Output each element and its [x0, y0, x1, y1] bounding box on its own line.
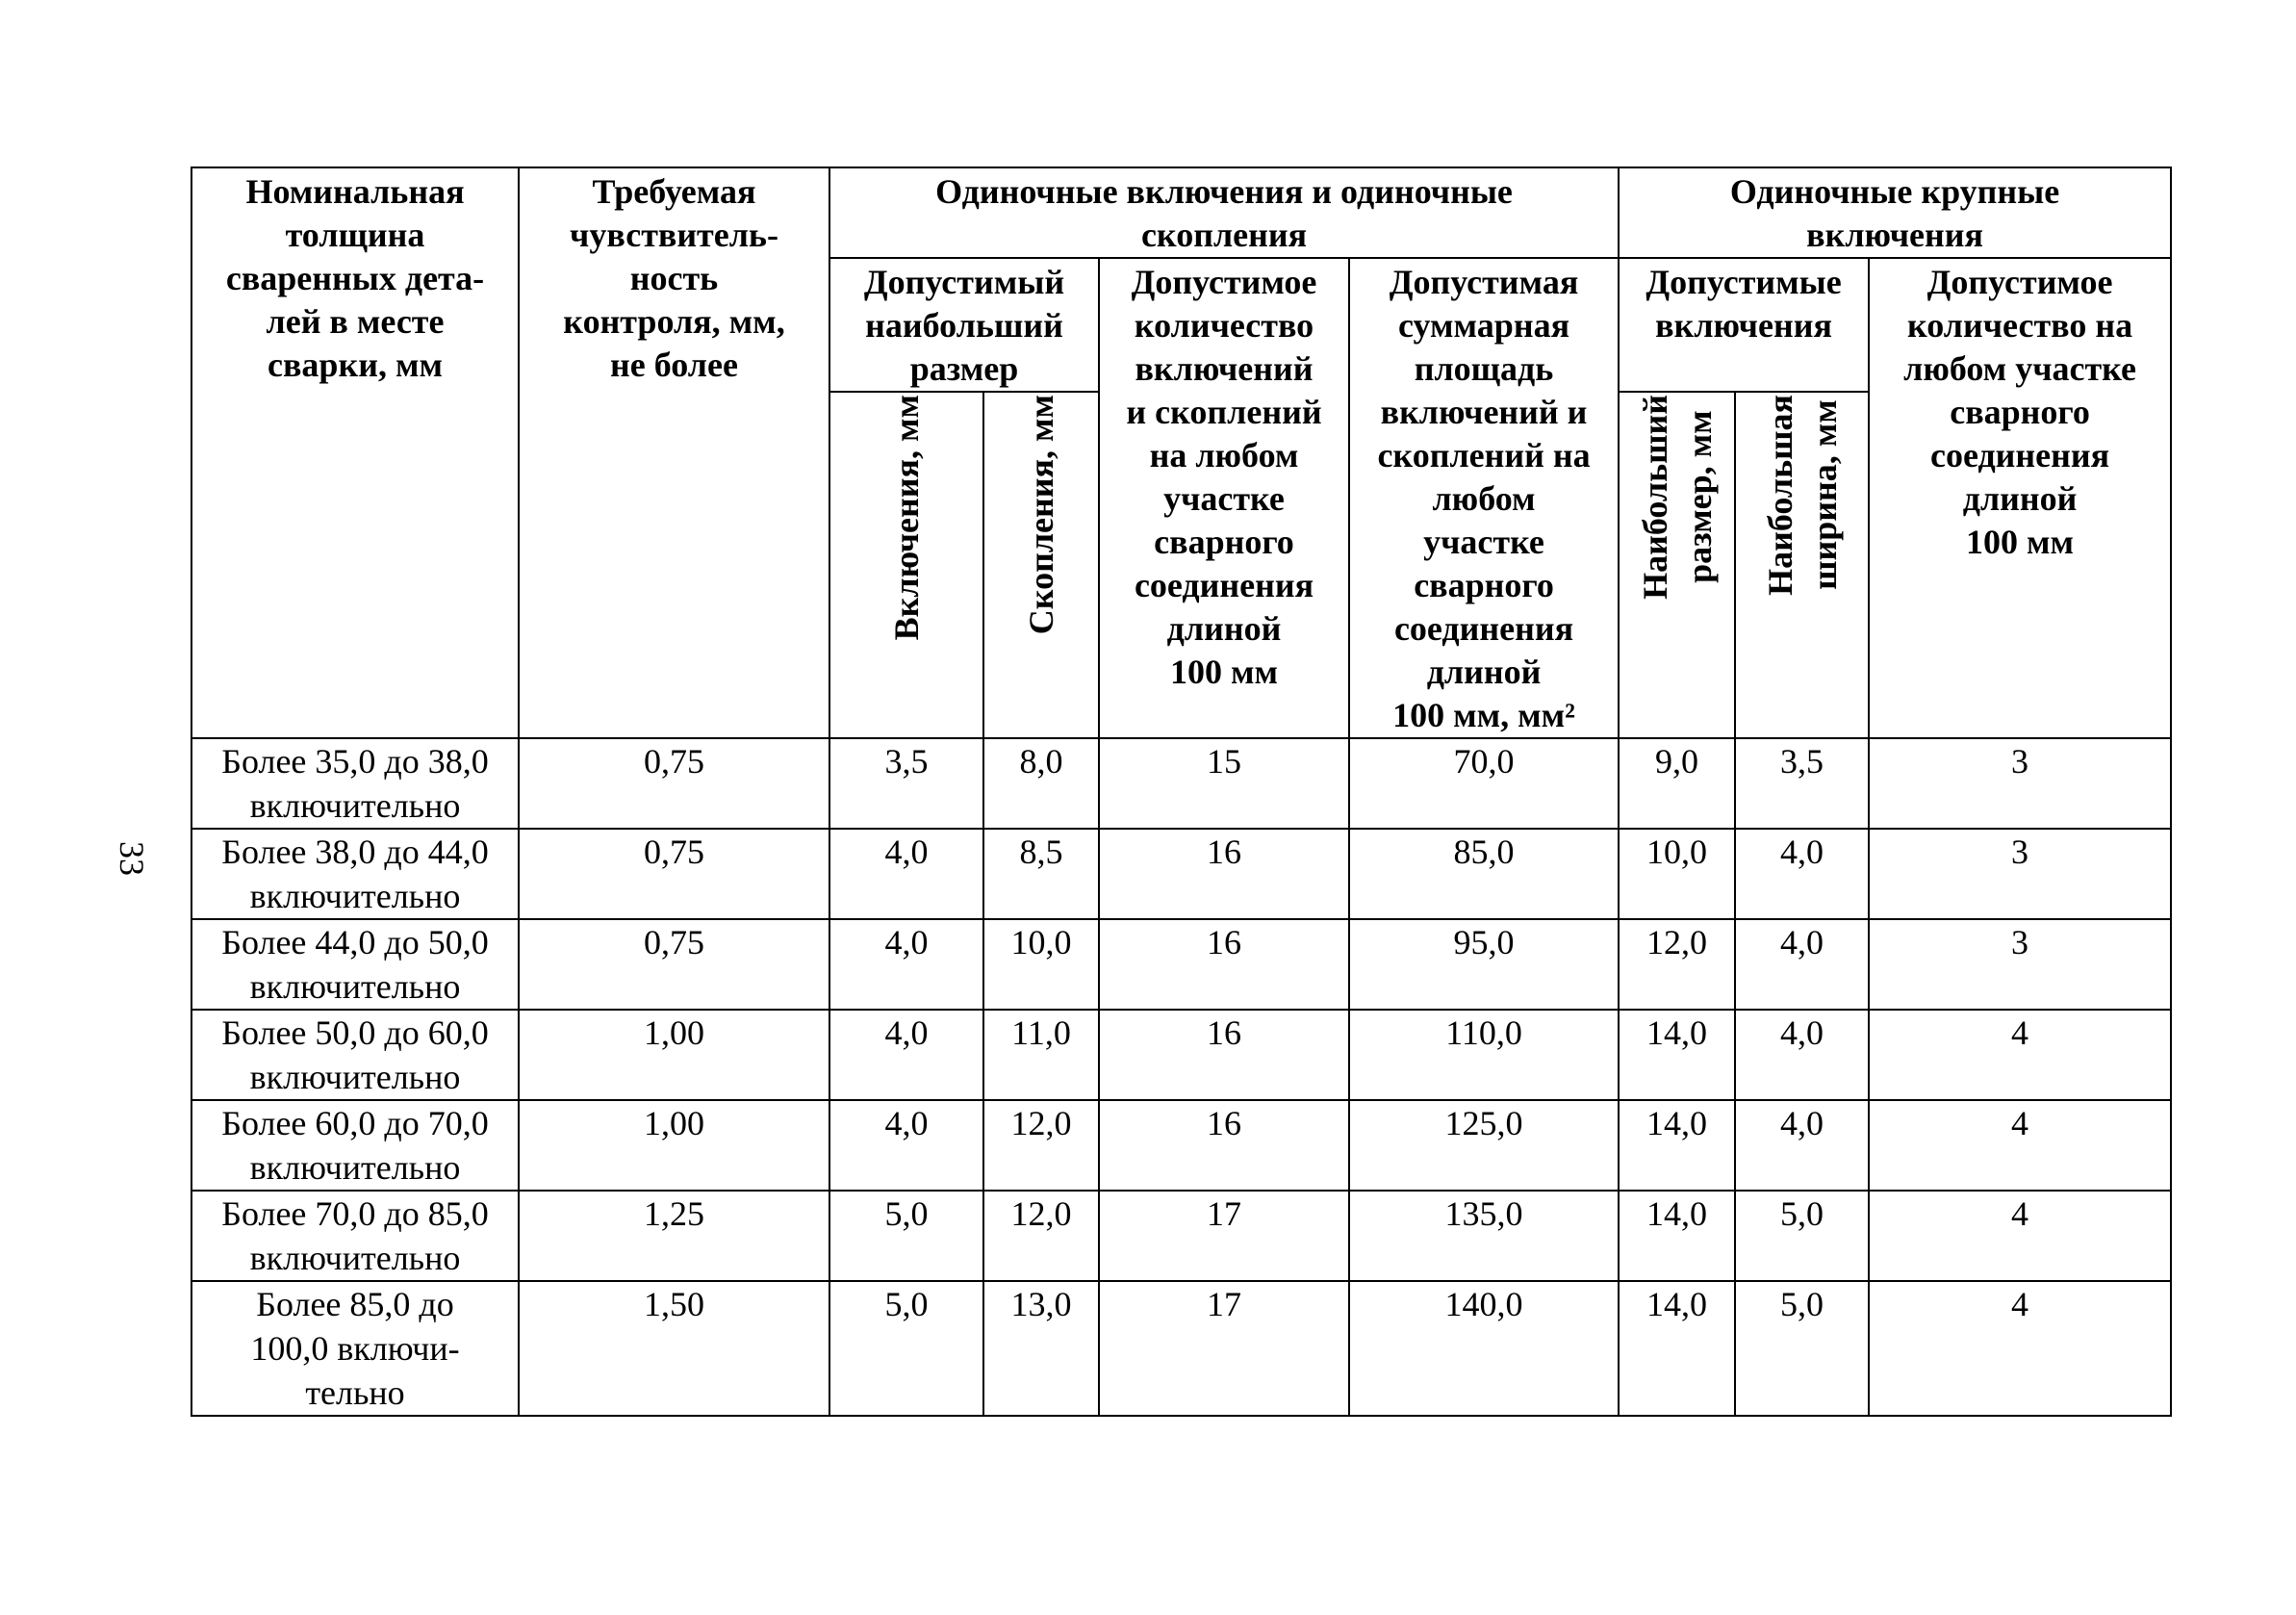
cell-area: 70,0 [1349, 738, 1619, 829]
cell-thickness: Более 35,0 до 38,0 включительно [191, 738, 519, 829]
table-row [191, 738, 2171, 829]
cell-count: 16 [1099, 829, 1349, 919]
cell-inclusions: 5,0 [829, 1281, 983, 1416]
cell-count: 16 [1099, 1010, 1349, 1100]
cell-largest-width: 4,0 [1735, 919, 1869, 1010]
cell-sensitivity: 1,50 [519, 1281, 829, 1416]
cell-sensitivity: 1,00 [519, 1100, 829, 1191]
cell-sensitivity: 0,75 [519, 738, 829, 829]
header-largest-size-text: Наибольший размер, мм [1635, 395, 1719, 600]
cell-clusters: 12,0 [983, 1100, 1099, 1191]
header-thickness: Номинальная толщина сваренных дета- лей в месте сварки, мм [191, 167, 519, 738]
header-inclusions-mm-text: Включения, мм [887, 395, 926, 641]
cell-largest-size: 14,0 [1619, 1281, 1735, 1416]
welding-defects-table [191, 167, 2172, 1417]
cell-count: 17 [1099, 1281, 1349, 1416]
page-number: 33 [113, 841, 151, 876]
cell-large-count: 4 [1869, 1100, 2171, 1191]
table-row [191, 829, 2171, 919]
header-large-count: Допустимое количество на любом участке сварного соединения длиной 100 мм [1869, 258, 2171, 738]
cell-clusters: 8,0 [983, 738, 1099, 829]
cell-inclusions: 4,0 [829, 1100, 983, 1191]
header-max-size-group: Допустимый наибольший размер [829, 258, 1099, 392]
cell-largest-size: 9,0 [1619, 738, 1735, 829]
table-row [191, 1100, 2171, 1191]
cell-area: 135,0 [1349, 1191, 1619, 1281]
cell-area: 85,0 [1349, 829, 1619, 919]
cell-thickness: Более 85,0 до 100,0 включи- тельно [191, 1281, 519, 1416]
cell-thickness: Более 50,0 до 60,0 включительно [191, 1010, 519, 1100]
table-row [191, 919, 2171, 1010]
header-clusters-mm-text: Скопления, мм [1022, 395, 1060, 635]
cell-count: 17 [1099, 1191, 1349, 1281]
table-row [191, 1010, 2171, 1100]
cell-area: 125,0 [1349, 1100, 1619, 1191]
cell-count: 16 [1099, 919, 1349, 1010]
cell-thickness: Более 44,0 до 50,0 включительно [191, 919, 519, 1010]
cell-area: 140,0 [1349, 1281, 1619, 1416]
cell-inclusions: 4,0 [829, 829, 983, 919]
cell-sensitivity: 1,00 [519, 1010, 829, 1100]
cell-area: 95,0 [1349, 919, 1619, 1010]
cell-largest-width: 4,0 [1735, 1100, 1869, 1191]
cell-inclusions: 4,0 [829, 1010, 983, 1100]
header-largest-width [1735, 392, 1869, 738]
cell-count: 16 [1099, 1100, 1349, 1191]
cell-largest-width: 5,0 [1735, 1191, 1869, 1281]
cell-large-count: 4 [1869, 1281, 2171, 1416]
cell-sensitivity: 0,75 [519, 919, 829, 1010]
cell-clusters: 11,0 [983, 1010, 1099, 1100]
cell-clusters: 13,0 [983, 1281, 1099, 1416]
cell-large-count: 4 [1869, 1010, 2171, 1100]
cell-thickness: Более 60,0 до 70,0 включительно [191, 1100, 519, 1191]
cell-largest-size: 14,0 [1619, 1100, 1735, 1191]
header-largest-size [1619, 392, 1735, 738]
cell-largest-size: 12,0 [1619, 919, 1735, 1010]
header-largest-width-text: Наибольшая ширина, мм [1760, 395, 1844, 596]
cell-large-count: 3 [1869, 738, 2171, 829]
cell-inclusions: 3,5 [829, 738, 983, 829]
cell-largest-size: 14,0 [1619, 1010, 1735, 1100]
header-inclusions-mm [829, 392, 983, 738]
cell-thickness: Более 70,0 до 85,0 включительно [191, 1191, 519, 1281]
cell-large-count: 3 [1869, 919, 2171, 1010]
cell-clusters: 8,5 [983, 829, 1099, 919]
cell-largest-width: 3,5 [1735, 738, 1869, 829]
cell-largest-width: 4,0 [1735, 1010, 1869, 1100]
cell-largest-size: 10,0 [1619, 829, 1735, 919]
cell-area: 110,0 [1349, 1010, 1619, 1100]
cell-largest-width: 5,0 [1735, 1281, 1869, 1416]
cell-largest-width: 4,0 [1735, 829, 1869, 919]
header-count: Допустимое количество включений и скоплений на любом участке сварного соединения длиной 100 мм [1099, 258, 1349, 738]
header-area: Допустимая суммарная площадь включений и скоплений на любом участке сварного соединения длиной 100 мм, мм² [1349, 258, 1619, 738]
cell-clusters: 10,0 [983, 919, 1099, 1010]
header-sensitivity: Требуемая чувствитель- ность контроля, мм, не более [519, 167, 829, 738]
header-large-inclusions-group: Одиночные крупные включения [1619, 167, 2171, 258]
header-single-inclusions-group: Одиночные включения и одиночные скопления [829, 167, 1619, 258]
cell-sensitivity: 0,75 [519, 829, 829, 919]
cell-largest-size: 14,0 [1619, 1191, 1735, 1281]
table-row [191, 1191, 2171, 1281]
cell-inclusions: 4,0 [829, 919, 983, 1010]
table-row [191, 1281, 2171, 1416]
cell-large-count: 3 [1869, 829, 2171, 919]
cell-thickness: Более 38,0 до 44,0 включительно [191, 829, 519, 919]
cell-clusters: 12,0 [983, 1191, 1099, 1281]
cell-sensitivity: 1,25 [519, 1191, 829, 1281]
cell-count: 15 [1099, 738, 1349, 829]
header-allowed-inclusions: Допустимые включения [1619, 258, 1869, 392]
cell-inclusions: 5,0 [829, 1191, 983, 1281]
header-clusters-mm [983, 392, 1099, 738]
cell-large-count: 4 [1869, 1191, 2171, 1281]
